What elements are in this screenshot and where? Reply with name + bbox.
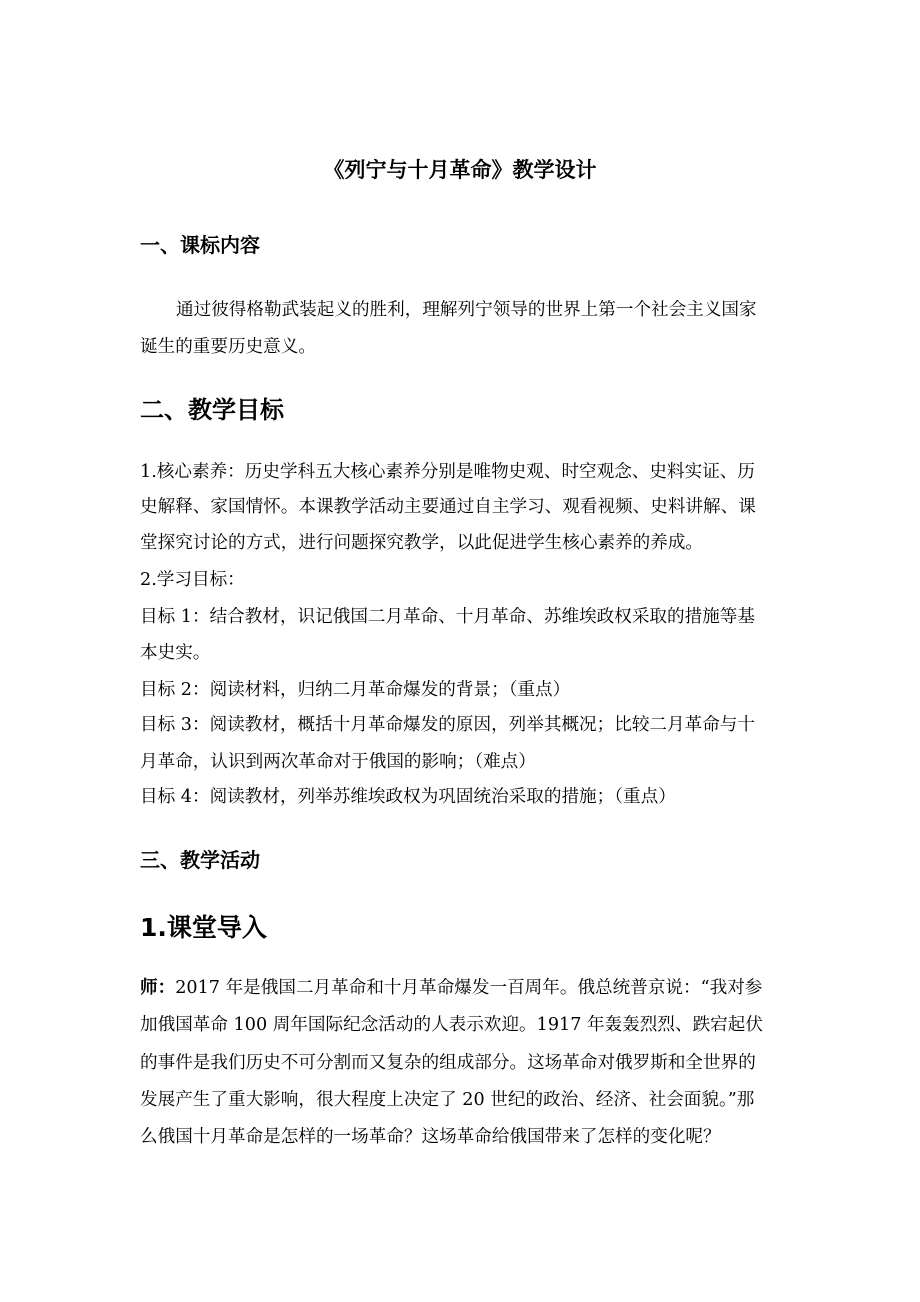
section-heading-curriculum: 一、课标内容 xyxy=(140,233,260,257)
subheading-introduction: 1.课堂导入 xyxy=(140,913,267,942)
paragraph-line: 通过彼得格勒武装起义的胜利，理解列宁领导的世界上第一个社会主义国家 xyxy=(176,300,757,320)
paragraph-line: 本史实。 xyxy=(140,643,211,663)
paragraph-line: 加俄国革命 100 周年国际纪念活动的人表示欢迎。1917 年轰轰烈烈、跌宕起伏 xyxy=(140,1015,763,1035)
paragraph-line: 诞生的重要历史意义。 xyxy=(140,337,316,357)
paragraph-line: 1.核心素养：历史学科五大核心素养分别是唯物史观、时空观念、史料实证、历 xyxy=(140,462,755,482)
paragraph-line: 目标 3：阅读教材，概括十月革命爆发的原因，列举其概况；比较二月革命与十 xyxy=(140,715,755,735)
paragraph-line: 目标 1：结合教材，识记俄国二月革命、十月革命、苏维埃政权采取的措施等基 xyxy=(140,607,755,627)
paragraph-line: 月革命，认识到两次革命对于俄国的影响；（难点） xyxy=(140,752,536,772)
section-heading-objectives: 二、教学目标 xyxy=(140,396,284,424)
paragraph-line: 发展产生了重大影响，很大程度上决定了 20 世纪的政治、经济、社会面貌。”那 xyxy=(140,1090,755,1110)
section-heading-activities: 三、教学活动 xyxy=(140,848,260,872)
paragraph-line: 目标 2：阅读材料，归纳二月革命爆发的背景；（重点） xyxy=(140,680,571,700)
paragraph-line: 堂探究讨论的方式，进行问题探究教学，以此促进学生核心素养的养成。 xyxy=(140,533,704,553)
paragraph-line: 目标 4：阅读教材，列举苏维埃政权为巩固统治采取的措施；（重点） xyxy=(140,787,676,807)
paragraph-line: 史解释、家国情怀。本课教学活动主要通过自主学习、观看视频、史料讲解、课 xyxy=(140,497,756,517)
paragraph-line: 2.学习目标： xyxy=(140,570,245,590)
document-title: 《列宁与十月革命》教学设计 xyxy=(323,158,597,182)
paragraph-line: 2017 年是俄国二月革命和十月革命爆发一百周年。俄总统普京说：“我对参 xyxy=(175,978,763,998)
speaker-label: 师： xyxy=(140,977,176,998)
paragraph-line: 的事件是我们历史不可分割而又复杂的组成部分。这场革命对俄罗斯和全世界的 xyxy=(140,1053,756,1073)
paragraph-line: 么俄国十月革命是怎样的一场革命？这场革命给俄国带来了怎样的变化呢？ xyxy=(140,1127,721,1147)
